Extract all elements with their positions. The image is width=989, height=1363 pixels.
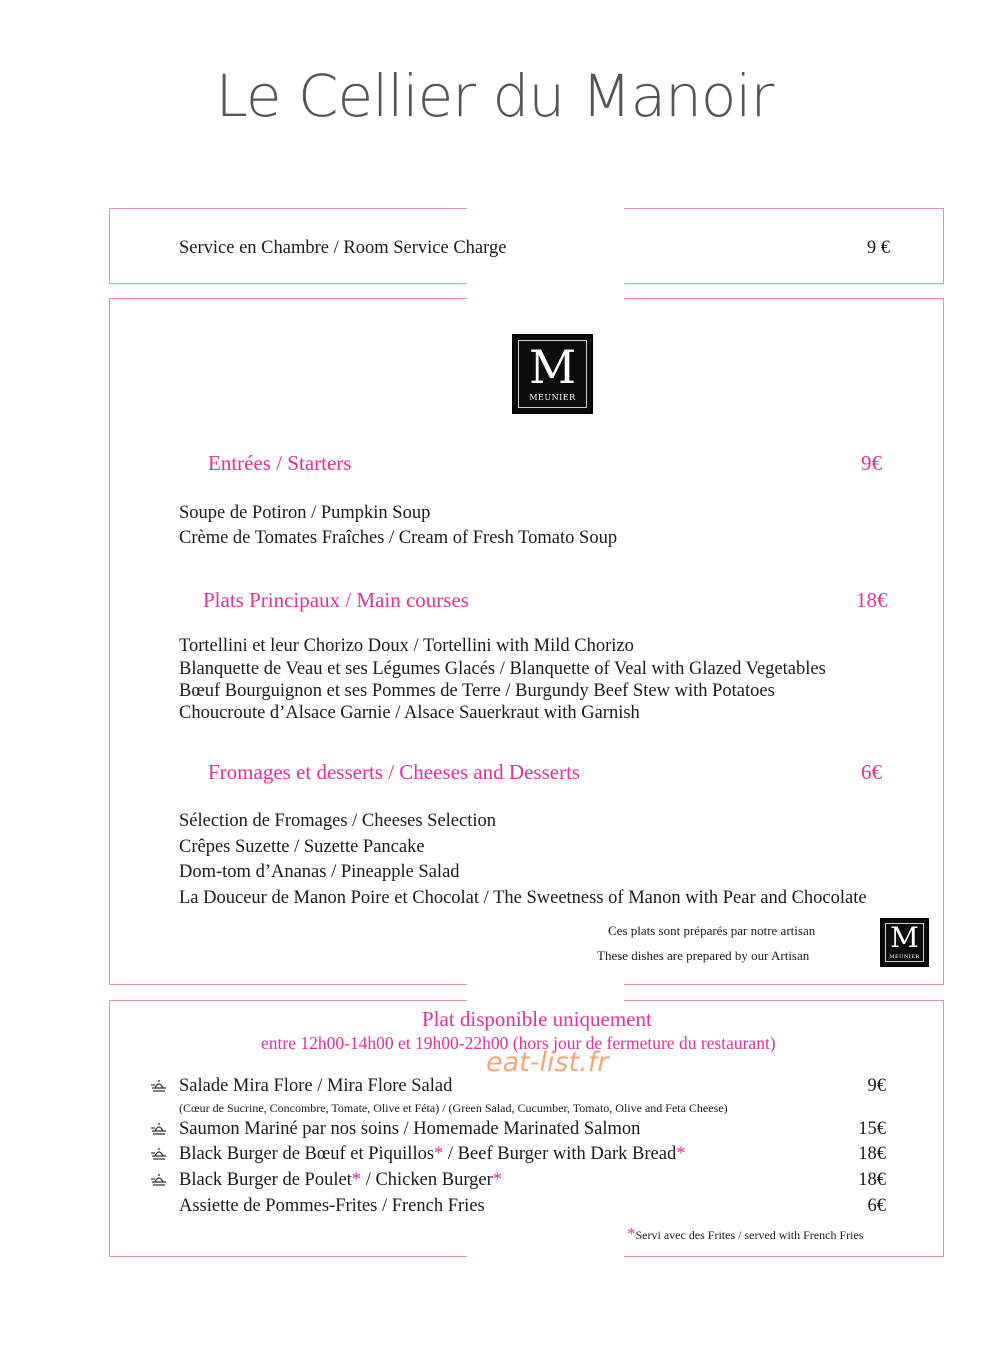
section-title-mains: Plats Principaux / Main courses bbox=[203, 588, 469, 612]
menu-item: Choucroute d’Alsace Garnie / Alsace Sauerkraut with Garnish bbox=[179, 703, 640, 723]
logo-word: MEUNIER bbox=[529, 393, 576, 402]
section-price-desserts: 6€ bbox=[861, 760, 882, 784]
artisan-note-fr: Ces plats sont préparés par notre artisan bbox=[608, 923, 816, 938]
border-gap bbox=[467, 281, 624, 287]
dish-price: 18€ bbox=[858, 1170, 886, 1190]
watermark: eat-list.fr bbox=[486, 1047, 609, 1078]
logo-letter: M bbox=[890, 921, 919, 954]
meunier-logo bbox=[512, 334, 593, 414]
border-gap bbox=[467, 205, 624, 211]
border-gap bbox=[467, 997, 624, 1003]
salad-description: (Cœur de Sucrine, Concombre, Tomate, Olive et Féta) / (Green Salad, Cucumber, Tomato, Olive and Feta Cheese) bbox=[179, 1101, 728, 1115]
restaurant-name: Le Cellier du Manoir bbox=[215, 62, 774, 130]
footnote-asterisk: * bbox=[627, 1224, 636, 1243]
menu-item: La Douceur de Manon Poire et Chocolat / The Sweetness of Manon with Pear and Chocolate bbox=[179, 888, 867, 908]
section-price-starters: 9€ bbox=[861, 451, 882, 475]
dish-item bbox=[179, 1170, 502, 1191]
asterisk: * bbox=[351, 1170, 362, 1190]
footnote-text: Servi avec des Frites / served with French Fries bbox=[635, 1228, 864, 1242]
dish-icon bbox=[150, 1121, 168, 1137]
asterisk: * bbox=[676, 1144, 686, 1164]
menu-item: Tortellini et leur Chorizo Doux / Tortellini with Mild Chorizo bbox=[179, 636, 634, 656]
dish-price: 6€ bbox=[867, 1196, 886, 1216]
logo-letter: M bbox=[528, 340, 577, 394]
border-gap bbox=[467, 295, 624, 301]
logo-word: MEUNIER bbox=[889, 954, 920, 960]
border-gap bbox=[467, 982, 624, 988]
dish-name-fr: Black Burger de Bœuf et Piquillos bbox=[179, 1144, 435, 1164]
menu-item: Bœuf Bourguignon et ses Pommes de Terre / Burgundy Beef Stew with Potatoes bbox=[179, 681, 775, 701]
asterisk: * bbox=[492, 1170, 503, 1190]
menu-item: Sélection de Fromages / Cheeses Selection bbox=[179, 811, 496, 831]
dish-item: Salade Mira Flore / Mira Flore Salad bbox=[179, 1076, 453, 1096]
menu-item: Dom-tom d’Ananas / Pineapple Salad bbox=[179, 862, 460, 882]
room-service-label: Service en Chambre / Room Service Charge bbox=[179, 238, 507, 258]
dish-item bbox=[179, 1144, 685, 1165]
footnote bbox=[627, 1224, 863, 1244]
menu-item: Crêpes Suzette / Suzette Pancake bbox=[179, 837, 425, 857]
section-title-desserts: Fromages et desserts / Cheeses and Desserts bbox=[208, 760, 581, 784]
availability-title: Plat disponible uniquement bbox=[422, 1007, 652, 1031]
dish-name-fr: Black Burger de Poulet bbox=[179, 1170, 352, 1190]
dish-icon bbox=[150, 1078, 168, 1094]
dish-price: 15€ bbox=[858, 1119, 886, 1139]
meunier-logo-small bbox=[880, 918, 929, 967]
border-gap bbox=[467, 1254, 624, 1260]
dish-price: 18€ bbox=[858, 1144, 886, 1164]
dish-name-en: / Chicken Burger bbox=[361, 1170, 493, 1190]
artisan-note-en: These dishes are prepared by our Artisan bbox=[597, 948, 810, 963]
dish-icon bbox=[150, 1146, 168, 1162]
dish-icon bbox=[150, 1172, 168, 1188]
dish-name-en: / Beef Burger with Dark Bread bbox=[443, 1144, 677, 1164]
section-price-mains: 18€ bbox=[856, 588, 888, 612]
dish-item: Assiette de Pommes-Frites / French Fries bbox=[179, 1196, 485, 1216]
dish-price: 9€ bbox=[867, 1076, 886, 1096]
menu-item: Soupe de Potiron / Pumpkin Soup bbox=[179, 503, 431, 523]
room-service-price: 9 € bbox=[866, 238, 890, 258]
menu-item: Blanquette de Veau et ses Légumes Glacés / Blanquette of Veal with Glazed Vegetables bbox=[179, 659, 826, 679]
asterisk: * bbox=[434, 1144, 444, 1164]
dish-item: Saumon Mariné par nos soins / Homemade Marinated Salmon bbox=[179, 1119, 641, 1139]
menu-item: Crème de Tomates Fraîches / Cream of Fresh Tomato Soup bbox=[179, 528, 618, 548]
availability-subtitle: entre 12h00-14h00 et 19h00-22h00 (hors jour de fermeture du restaurant) bbox=[261, 1033, 776, 1053]
section-title-starters: Entrées / Starters bbox=[208, 451, 352, 475]
